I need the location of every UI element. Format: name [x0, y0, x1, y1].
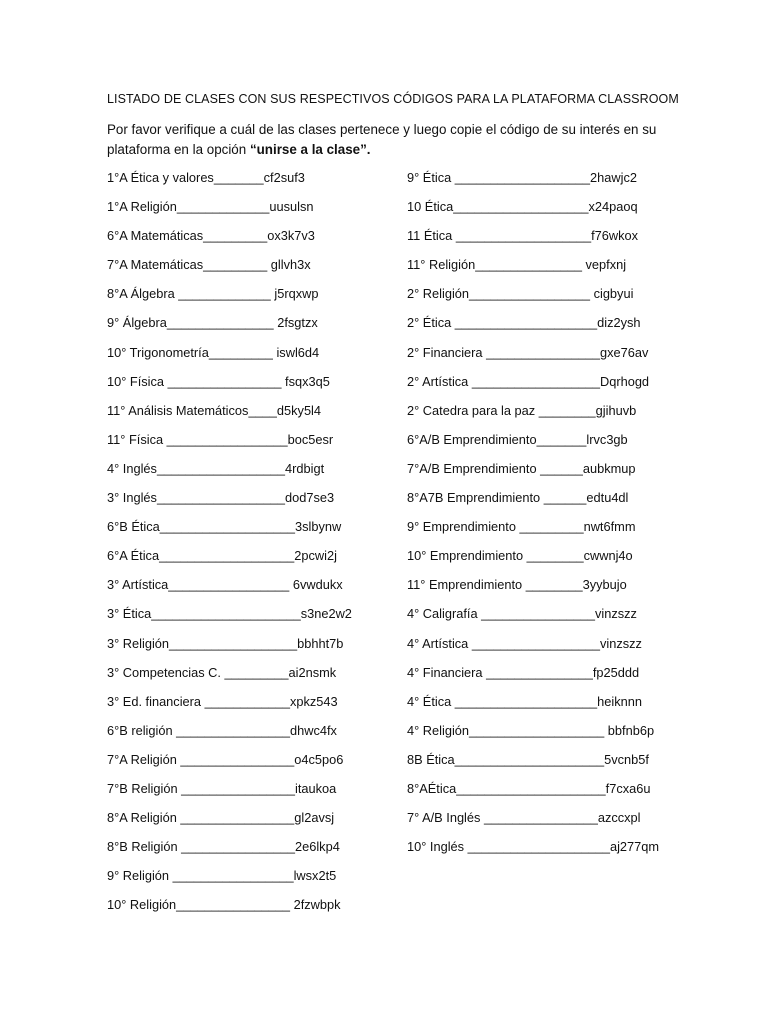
class-code-entry: 10° Trigonometría_________ iswl6d4: [107, 344, 320, 360]
document-title: LISTADO DE CLASES CON SUS RESPECTIVOS CÓDIGOS PARA LA PLATAFORMA CLASSROOM: [107, 92, 679, 106]
class-code-entry: 7° A/B Inglés ________________azccxpl: [407, 810, 641, 826]
class-code-entry: 9° Religión _________________lwsx2t5: [107, 868, 337, 884]
class-code-entry: 11° Física _________________boc5esr: [107, 431, 334, 447]
class-code-entry: 6°B Ética___________________3slbynw: [107, 519, 342, 535]
class-code-entry: 9° Ética ___________________2hawjc2: [407, 170, 637, 185]
class-code-entry: 7°A/B Emprendimiento ______aubkmup: [407, 460, 636, 476]
class-code-entry: 4° Financiera _______________fp25ddd: [407, 664, 640, 680]
class-code-entry: 3° Ed. financiera ____________xpkz543: [107, 693, 338, 709]
class-code-entry: 1°A Ética y valores_______cf2suf3: [107, 170, 305, 185]
class-code-entry: 8°AÉtica_____________________f7cxa6u: [407, 780, 651, 796]
class-code-entry: 8°B Religión ________________2e6lkp4: [107, 839, 340, 855]
class-code-entry: 1°A Religión_____________uusulsn: [107, 199, 314, 215]
class-code-entry: 4° Ética ____________________heiknnn: [407, 693, 642, 709]
class-code-entry: 2° Religión_________________ cigbyui: [407, 286, 634, 302]
class-code-entry: 8°A7B Emprendimiento ______edtu4dl: [407, 490, 629, 506]
class-code-entry: 4° Caligrafía ________________vinzszz: [407, 606, 637, 622]
class-code-entry: 11° Análisis Matemáticos____d5ky5l4: [107, 402, 322, 418]
class-code-entry: 8B Ética_____________________5vcnb5f: [407, 751, 649, 767]
class-code-entry: 4° Inglés__________________4rdbigt: [107, 460, 325, 476]
class-code-entry: 3° Religión__________________bbhht7b: [107, 635, 344, 651]
class-list-left: [107, 168, 352, 924]
class-code-entry: 2° Artística __________________Dqrhogd: [407, 373, 650, 389]
class-code-entry: 6°A Ética___________________2pcwi2j: [107, 548, 337, 564]
intro-quoted-option: “unirse a la clase”.: [249, 142, 371, 157]
class-code-entry: 11 Ética ___________________f76wkox: [407, 228, 639, 244]
class-code-entry: 3° Inglés__________________dod7se3: [107, 490, 335, 506]
class-code-entry: 10 Ética___________________x24paoq: [407, 199, 638, 215]
class-code-entry: 11° Religión_______________ vepfxnj: [407, 257, 627, 273]
class-code-entry: 8°A Religión ________________gl2avsj: [107, 810, 335, 826]
class-code-entry: 2° Financiera ________________gxe76av: [407, 344, 649, 360]
class-code-entry: 3° Ética_____________________s3ne2w2: [107, 606, 352, 622]
class-code-entry: 9° Emprendimiento _________nwt6fmm: [407, 519, 636, 535]
class-code-entry: 10° Física ________________ fsqx3q5: [107, 373, 330, 389]
class-code-entry: 10° Emprendimiento ________cwwnj4o: [407, 548, 633, 564]
intro-line-2-text: plataforma en la opción: [107, 142, 250, 157]
class-code-entry: 2° Ética ____________________diz2ysh: [407, 315, 641, 331]
class-code-entry: 2° Catedra para la paz ________gjihuvb: [407, 402, 637, 418]
class-list-right: [407, 168, 659, 866]
class-code-entry: 9° Álgebra_______________ 2fsgtzx: [107, 315, 318, 331]
class-code-entry: 6°A/B Emprendimiento_______lrvc3gb: [407, 431, 628, 447]
class-code-entry: 11° Emprendimiento ________3yybujo: [407, 577, 627, 593]
class-code-entry: 6°A Matemáticas_________ox3k7v3: [107, 228, 315, 244]
class-code-entry: 7°B Religión ________________itaukoa: [107, 780, 337, 796]
class-code-entry: 7°A Religión ________________o4c5po6: [107, 751, 344, 767]
class-code-entry: 10° Inglés ____________________aj277qm: [407, 839, 660, 855]
intro-line-1: Por favor verifique a cuál de las clases pertenece y luego copie el código de su interés en su: [107, 122, 657, 137]
intro-line-2: [107, 140, 667, 160]
class-code-entry: 10° Religión________________ 2fzwbpk: [107, 897, 341, 913]
class-code-entry: 3° Artística_________________ 6vwdukx: [107, 577, 343, 593]
class-code-entry: 8°A Álgebra _____________ j5rqxwp: [107, 286, 319, 302]
class-code-entry: 3° Competencias C. _________ai2nsmk: [107, 664, 337, 680]
class-code-entry: 6°B religión ________________dhwc4fx: [107, 722, 337, 738]
intro-paragraph: [107, 120, 667, 160]
class-code-entry: 7°A Matemáticas_________ gllvh3x: [107, 257, 311, 273]
class-code-entry: 4° Artística __________________vinzszz: [407, 635, 642, 651]
class-code-entry: 4° Religión___________________ bbfnb6p: [407, 722, 655, 738]
